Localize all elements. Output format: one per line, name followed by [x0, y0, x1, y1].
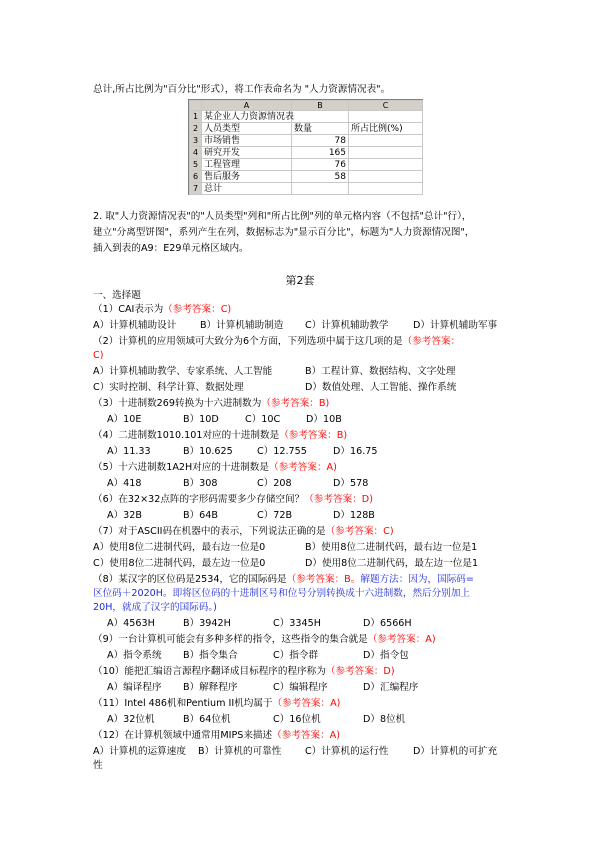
document-page: 总计,所占比例为"百分比"形式），将工作表命名为 "人力资源情况表"。 A B C 1 某企业人力资源情况表 2 人员类型 数量 所占比例(%) 3 市场销售 78 4 研究开发 165 5 工程管理 76 6 售后服务 58 7 总计 2. 取"人力资源情况表"的"人员类型"列和"所占比例"列的单元格内容（不包括"总计"行）， 建立"分离型饼图"，系列产生在列，数据标志为"显示百分比"，标题为"人力资源情况图"， 插入到表的A9：E29单元格区域内。 第2套 一、选择题 （1）CAI表示为（参考答案：C) A）计算机辅助设计 B）计算机辅助制造 C）计算机辅助教学 D）计算机辅助军事 （2）计算机的应用领域可大致分为6个方面，下列选项中属于这几项的是（参考答案： C) A）计算机辅助教学、专家系统、人工智能 B）工程计算、数据结构、文字处理 C）实时控制、科学计算、数据处理 D）数值处理、人工智能、操作系统 （3）十进制数269转换为十六进制数为（参考答案：B) A）10E B）10D C）10C D）10B （4）二进制数1010.101对应的十进制数是（参考答案：B) A）11.33 B）10.625 C）12.755 D）16.75 （5）十六进制数1A2H对应的十进制数是（参考答案：A) A）418 B）308 C）208 D）578 （6）在32×32点阵的字形码需要多少存储空间？（参考答案：D) A）32B B）64B C）72B D）128B （7）对于ASCII码在机器中的表示，下列说法正确的是（参考答案：C) A）使用8位二进制代码，最右边一位是0 B）使用8位二进制代码，最右边一位是1 C）使用8位二进制代码，最左边一位是0 D）使用8位二进制代码，最左边一位是1 （8）某汉字的区位码是2534，它的国际码是（参考答案：B。解题方法：因为，国际码= 区位码＋2020H。即将区位码的十进制区号和位号分别转换成十六进制数，然后分别加上 20H，就成了汉字的国际码。) A）4563H B）3942H C）3345H D）6566H （9）一台计算机可能会有多种多样的指令，这些指令的集合就是（参考答案：A) A）指令系统 B）指令集合 C）指令群 D）指令包 （10）能把汇编语言源程序翻译成目标程序的程序称为（参考答案：D) A）编译程序 B）解释程序 C）编辑程序 D）汇编程序 （11）Intel 486机和Pentium II机均属于（参考答案：A) A）32位机 B）64位机 C）16位机 D）8位机 （12）在计算机领域中通常用MIPS来描述（参考答案：A) A）计算机的运算速度 B）计算机的可靠性 C）计算机的运行性 D）计算机的可扩充 性 — [0, 0, 600, 851]
task2-line-3: 插入到表的A9：E29单元格区域内。 — [93, 243, 249, 254]
question-6: （6）在32×32点阵的字形码需要多少存储空间？（参考答案：D) — [93, 494, 373, 505]
sheet-row: 3 市场销售 78 — [190, 135, 423, 147]
question-7: （7）对于ASCII码在机器中的表示，下列说法正确的是（参考答案：C) — [93, 526, 394, 537]
question-8: （8）某汉字的区位码是2534，它的国际码是（参考答案：B。解题方法：因为，国际码= — [93, 574, 474, 585]
intro-line: 总计,所占比例为"百分比"形式），将工作表命名为 "人力资源情况表"。 — [93, 84, 391, 95]
options-12-wrap: 性 — [93, 760, 103, 771]
col-header-c: C — [349, 101, 423, 111]
section-title: 一、选择题 — [93, 290, 141, 301]
answer: （参考答案：C) — [163, 304, 232, 315]
sheet-row: 6 售后服务 58 — [190, 171, 423, 183]
question-9: （9）一台计算机可能会有多种多样的指令，这些指令的集合就是（参考答案：A) — [93, 634, 436, 645]
col-header-a: A — [202, 101, 292, 111]
sheet-row: 2 人员类型 数量 所占比例(%) — [190, 123, 423, 135]
sheet-row: 5 工程管理 76 — [190, 159, 423, 171]
question-1: （1）CAI表示为（参考答案：C) — [93, 304, 232, 315]
question-5: （5）十六进制数1A2H对应的十进制数是（参考答案：A) — [93, 462, 337, 473]
question-8-explain-2: 20H，就成了汉字的国际码。) — [93, 602, 217, 613]
task2-line-1: 2. 取"人力资源情况表"的"人员类型"列和"所占比例"列的单元格内容（不包括"总计"行）， — [93, 211, 472, 222]
col-header-b: B — [292, 101, 349, 111]
question-10: （10）能把汇编语言源程序翻译成目标程序的程序称为（参考答案：D) — [93, 666, 395, 677]
question-2: （2）计算机的应用领域可大致分为6个方面，下列选项中属于这几项的是（参考答案： — [93, 336, 461, 347]
sheet-row: 7 总计 — [190, 183, 423, 195]
set-title: 第2套 — [285, 274, 315, 287]
task2-line-2: 建立"分离型饼图"，系列产生在列，数据标志为"显示百分比"，标题为"人力资源情况图"， — [93, 227, 475, 238]
question-11: （11）Intel 486机和Pentium II机均属于（参考答案：A) — [93, 698, 341, 709]
sheet-row: 4 研究开发 165 — [190, 147, 423, 159]
question-2-cont: C) — [93, 350, 104, 361]
question-12: （12）在计算机领域中通常用MIPS来描述（参考答案：A) — [93, 730, 340, 741]
sheet-row: 1 某企业人力资源情况表 — [190, 111, 423, 123]
question-8-explain: 区位码＋2020H。即将区位码的十进制区号和位号分别转换成十六进制数，然后分别加上 — [93, 588, 471, 599]
question-4: （4）二进制数1010.101对应的十进制数是（参考答案：B) — [93, 430, 348, 441]
spreadsheet-snippet — [188, 99, 423, 195]
question-3: （3）十进制数269转换为十六进制数为（参考答案：B) — [93, 398, 330, 409]
